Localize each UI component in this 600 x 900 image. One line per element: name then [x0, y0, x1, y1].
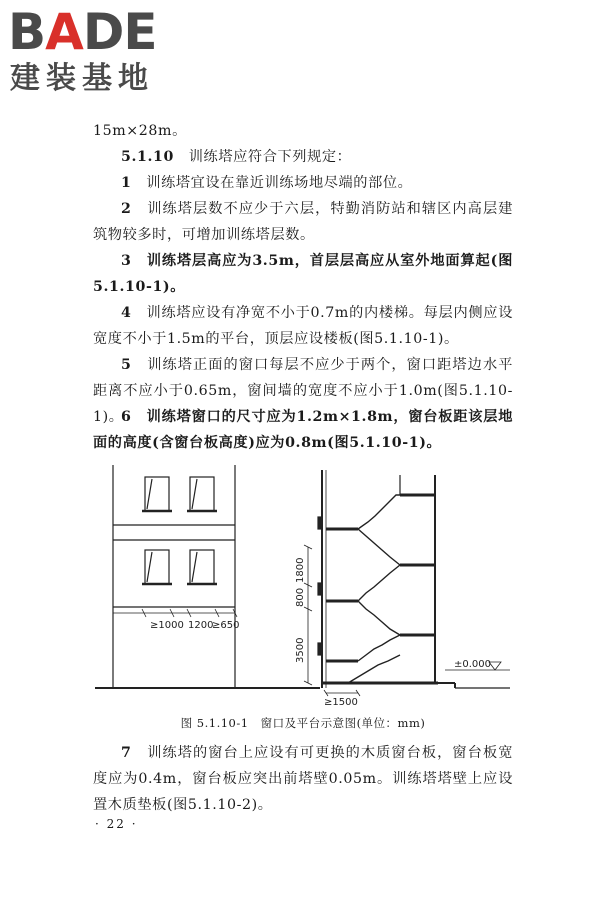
item-7: 7 训练塔的窗台上应设有可更换的木质窗台板，窗台板宽度应为0.4m，窗台板应突出前塔壁0.05m。训练塔塔壁上应设置木质垫板(图5.1.10-2)。	[93, 745, 513, 813]
dim-vertical-mid: 800	[295, 587, 306, 607]
figure-drawing	[90, 465, 520, 705]
page-number: · 22 ·	[95, 817, 138, 831]
figure-window-platform	[90, 465, 520, 705]
item-3: 3 训练塔层高应为3.5m，首层层高应从室外地面算起(图5.1.10-1)。	[93, 253, 513, 295]
logo-wordmark: BADE	[8, 3, 157, 61]
dim-left-label: ≥1000	[150, 620, 184, 631]
item-6: 6 训练塔窗口的尺寸应为1.2m×1.8m，窗台板距该层地面的高度(含窗台板高度)应为0.8m(图5.1.10-1)。	[93, 409, 513, 451]
elevation-label: ±0.000	[454, 659, 492, 670]
bade-logo	[8, 4, 188, 104]
dim-right-label: ≥650	[212, 620, 240, 631]
clause-text: 训练塔应符合下列规定：	[188, 149, 352, 165]
clause-number: 5.1.10	[121, 149, 174, 165]
platform-dim-label: ≥1500	[324, 697, 358, 705]
carryover-text: 15m×28m。	[93, 123, 187, 139]
clause-heading	[93, 144, 513, 170]
figure-caption: 图 5.1.10-1 窗口及平台示意图(单位：mm)	[180, 716, 426, 730]
dim-mid-label: 1200	[188, 620, 214, 631]
item-5: 5 训练塔正面的窗口每层不应少于两个，窗口距塔边水平距离不应小于0.65m，窗间墙的宽度不应小于1.0m(图5.1.10-1)。	[93, 357, 513, 425]
logo-subtitle: 建装基地	[10, 61, 154, 96]
item-2: 2 训练塔层数不应少于六层，特勤消防站和辖区内高层建筑物较多时，可增加训练塔层数。	[93, 201, 513, 243]
dim-vertical-bottom: 3500	[295, 637, 306, 663]
item-4: 4 训练塔应设有净宽不小于0.7m的内楼梯。每层内侧应设宽度不小于1.5m的平台，顶层应设楼板(图5.1.10-1)。	[93, 305, 513, 347]
dim-vertical-top: 1800	[295, 557, 306, 583]
item-1: 1 训练塔宜设在靠近训练场地尽端的部位。	[121, 175, 413, 191]
